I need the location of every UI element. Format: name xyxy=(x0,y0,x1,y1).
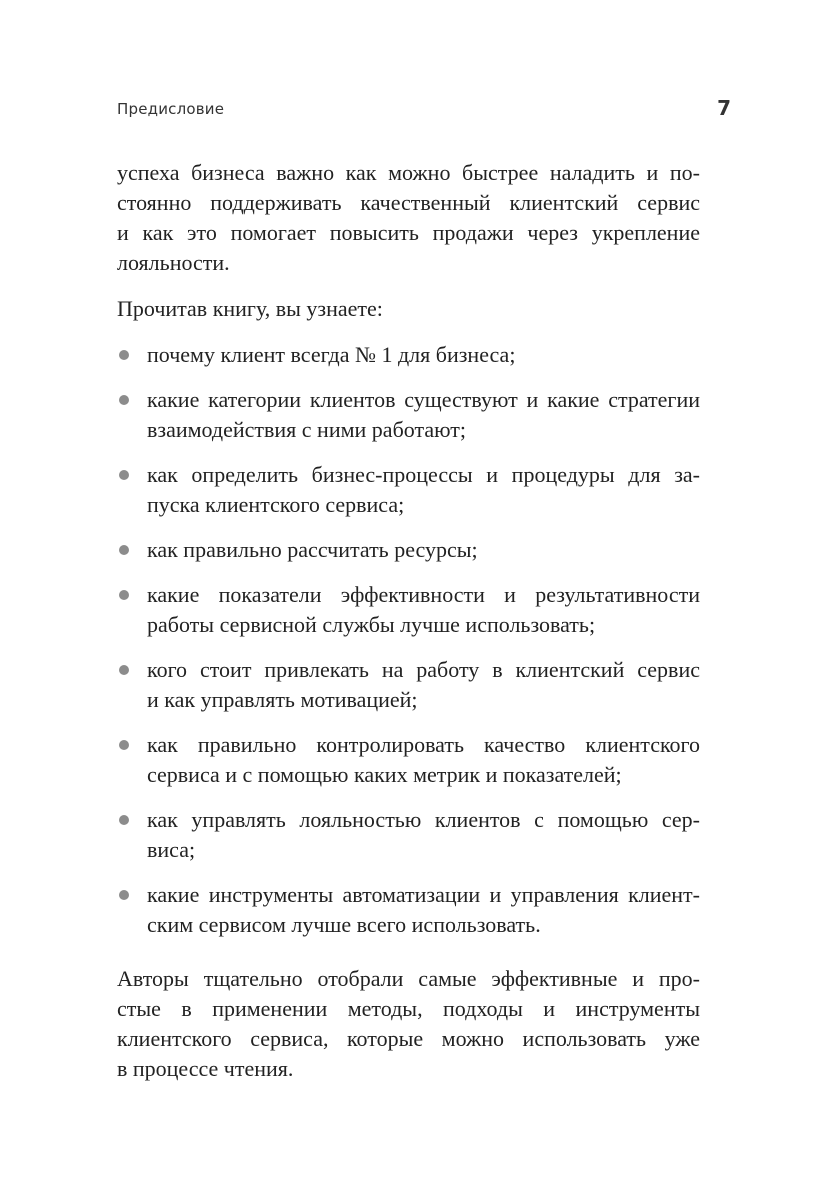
list-item-line: сервиса и с помощью каких метрик и показателей; xyxy=(147,762,622,787)
list-item-line: как определить бизнес-процессы и процедуры для за- xyxy=(147,462,700,487)
list-item xyxy=(117,655,700,715)
intro-line: успеха бизнеса важно как можно быстрее наладить и по- xyxy=(117,160,700,185)
bullet-dot-icon xyxy=(119,470,129,480)
bullet-dot-icon xyxy=(119,395,129,405)
list-item-line: как правильно рассчитать ресурсы; xyxy=(147,537,478,562)
intro-paragraph xyxy=(117,158,700,278)
closing-line: в процессе чтения. xyxy=(117,1056,294,1081)
bullet-dot-icon xyxy=(119,590,129,600)
list-item-line: ским сервисом лучше всего использовать. xyxy=(147,912,541,937)
intro-line: лояльности. xyxy=(117,250,230,275)
list-item-line: какие категории клиентов существуют и какие стратегии xyxy=(147,387,700,412)
closing-paragraph xyxy=(117,964,700,1084)
list-item xyxy=(117,805,700,865)
list-item xyxy=(117,880,700,940)
page-number: 7 xyxy=(717,96,731,120)
list-item xyxy=(117,385,700,445)
list-item-line: какие инструменты автоматизации и управления клиент- xyxy=(147,882,700,907)
bullet-list xyxy=(117,340,700,940)
list-item xyxy=(117,340,700,370)
list-item-line: и как управлять мотивацией; xyxy=(147,687,418,712)
list-item xyxy=(117,535,700,565)
bullet-dot-icon xyxy=(119,665,129,675)
lead-line: Прочитав книгу, вы узнаете: xyxy=(117,296,383,321)
list-item-line: взаимодействия с ними работают; xyxy=(147,417,466,442)
bullet-dot-icon xyxy=(119,815,129,825)
intro-line: стоянно поддерживать качественный клиентский сервис xyxy=(117,190,700,215)
list-item-line: пуска клиентского сервиса; xyxy=(147,492,405,517)
intro-line: и как это помогает повысить продажи через укрепление xyxy=(117,220,700,245)
list-item-line: какие показатели эффективности и результативности xyxy=(147,582,700,607)
list-item-line: почему клиент всегда № 1 для бизнеса; xyxy=(147,342,516,367)
bullet-dot-icon xyxy=(119,740,129,750)
list-item-line: кого стоит привлекать на работу в клиентский сервис xyxy=(147,657,700,682)
list-item-line: как правильно контролировать качество клиентского xyxy=(147,732,700,757)
closing-line: стые в применении методы, подходы и инструменты xyxy=(117,996,700,1021)
closing-line: клиентского сервиса, которые можно использовать уже xyxy=(117,1026,700,1051)
bullet-dot-icon xyxy=(119,890,129,900)
section-title: Предисловие xyxy=(117,100,225,118)
list-item xyxy=(117,460,700,520)
list-item-line: как управлять лояльностью клиентов с помощью сер- xyxy=(147,807,700,832)
running-head xyxy=(117,96,731,122)
lead-paragraph xyxy=(117,294,700,324)
list-item xyxy=(117,580,700,640)
bullet-dot-icon xyxy=(119,350,129,360)
list-item-line: виса; xyxy=(147,837,196,862)
closing-line: Авторы тщательно отобрали самые эффективные и про- xyxy=(117,966,700,991)
list-item-line: работы сервисной службы лучше использовать; xyxy=(147,612,596,637)
page-body xyxy=(117,158,700,1084)
bullet-dot-icon xyxy=(119,545,129,555)
list-item xyxy=(117,730,700,790)
